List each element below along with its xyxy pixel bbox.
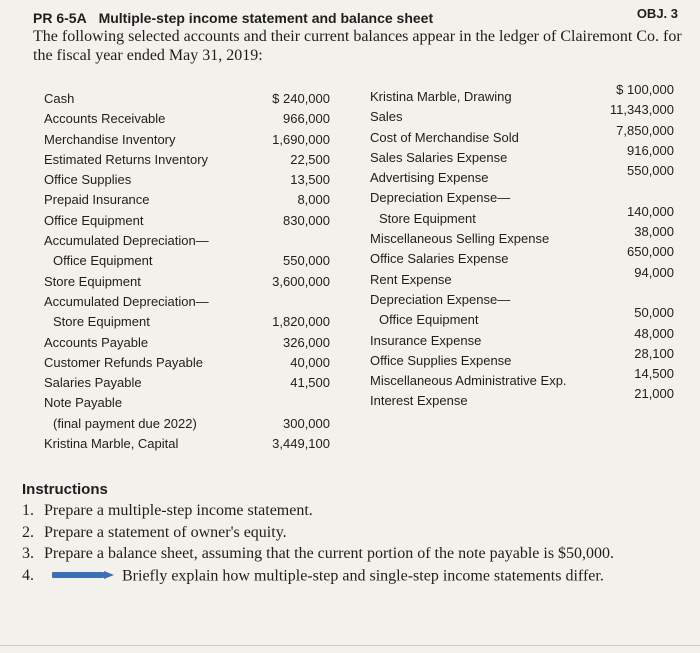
account-label: Kristina Marble, Drawing: [370, 89, 512, 104]
account-amount: [238, 292, 330, 312]
problem-title: Multiple-step income statement and balance sheet: [98, 10, 434, 26]
account-amount: 38,000: [634, 224, 674, 240]
account-amount: 50,000: [634, 305, 674, 321]
account-label: Sales: [370, 109, 403, 125]
account-label: Accounts Receivable: [44, 111, 166, 127]
account-amount: 1,820,000: [272, 314, 330, 330]
pencil-icon: [52, 565, 114, 587]
account-amount: [238, 231, 330, 251]
account-amount: 21,000: [634, 386, 674, 402]
account-label: Insurance Expense: [370, 332, 482, 348]
account-amount: 48,000: [634, 325, 674, 341]
account-label: Interest Expense: [370, 393, 468, 409]
instruction-item: [22, 543, 692, 565]
account-label: Office Supplies Expense: [370, 352, 512, 368]
instruction-item: [22, 565, 692, 589]
account-amount: 94,000: [634, 264, 674, 280]
account-amount: 40,000: [290, 354, 330, 370]
ledger-left-labels: [44, 89, 224, 454]
account-amount: 7,850,000: [616, 122, 674, 138]
problem-header: [33, 10, 433, 26]
account-amount: 650,000: [627, 244, 674, 260]
instruction-text-wrap: [42, 565, 692, 589]
account-amount: 140,000: [627, 203, 674, 219]
account-label: Accounts Payable: [44, 334, 149, 350]
ledger-right-labels: [370, 87, 590, 412]
account-label: Miscellaneous Administrative Exp.: [370, 373, 567, 389]
account-label: Advertising Expense: [370, 170, 489, 186]
account-label: Office Equipment: [53, 253, 153, 269]
ledger-right-amounts: [580, 80, 674, 405]
account-amount: [580, 181, 674, 201]
instruction-number: 4.: [22, 566, 34, 584]
problem-label: PR 6-5A: [33, 10, 87, 26]
instruction-item: [22, 500, 692, 522]
account-label: Depreciation Expense—: [370, 291, 511, 307]
account-amount: $ 100,000: [616, 82, 674, 97]
account-label: Salaries Payable: [44, 375, 142, 391]
instructions-section: [22, 481, 692, 588]
account-label: Cost of Merchandise Sold: [370, 129, 519, 145]
account-label: Sales Salaries Expense: [370, 149, 508, 165]
account-label: Cash: [44, 91, 75, 106]
instruction-item: [22, 522, 692, 544]
instruction-text: Prepare a multiple-step income statement.: [44, 502, 313, 519]
instructions-heading: Instructions: [22, 481, 108, 498]
account-label: Miscellaneous Selling Expense: [370, 231, 550, 247]
account-label: Store Equipment: [379, 210, 476, 226]
account-amount: 3,449,100: [272, 436, 330, 452]
account-amount: [238, 393, 330, 413]
instruction-text: Prepare a statement of owner's equity.: [44, 523, 287, 541]
instruction-number: 1.: [22, 502, 34, 519]
page-divider: [0, 645, 700, 646]
account-label: Office Salaries Expense: [370, 251, 509, 267]
account-amount: 916,000: [627, 142, 674, 158]
objective-tag: OBJ. 3: [636, 6, 678, 21]
account-amount: 8,000: [297, 192, 330, 208]
account-label: (final payment due 2022): [53, 415, 197, 431]
account-amount: 11,343,000: [609, 102, 674, 118]
instruction-number: 2.: [22, 523, 34, 541]
account-amount: 550,000: [283, 253, 330, 269]
account-label: Prepaid Insurance: [44, 192, 150, 208]
account-label: Note Payable: [44, 395, 123, 411]
account-label: Office Supplies: [44, 172, 132, 188]
account-label: Accumulated Depreciation—: [44, 233, 209, 249]
account-amount: 22,500: [290, 151, 330, 167]
account-label: Rent Expense: [370, 271, 452, 287]
account-amount: $ 240,000: [272, 91, 330, 106]
account-label: Store Equipment: [53, 314, 150, 330]
account-label: Estimated Returns Inventory: [44, 151, 209, 167]
account-amount: 1,690,000: [272, 131, 330, 147]
instruction-number: 3.: [22, 545, 34, 562]
account-amount: 28,100: [634, 345, 674, 361]
account-label: Accumulated Depreciation—: [44, 293, 209, 309]
account-label: Kristina Marble, Capital: [44, 436, 179, 452]
account-amount: 3,600,000: [272, 273, 330, 289]
account-label: Office Equipment: [44, 212, 144, 228]
account-amount: 14,500: [634, 366, 674, 382]
instruction-text: Prepare a balance sheet, assuming that the current portion of the note payable is $50,000.: [44, 545, 615, 562]
problem-intro: The following selected accounts and their current balances appear in the ledger of Clairemont Co. for the fiscal year ended May 31, 2019:: [33, 28, 682, 64]
ledger-left-amounts: [238, 89, 330, 454]
account-amount: 13,500: [290, 172, 330, 188]
account-amount: 550,000: [627, 163, 674, 179]
instruction-text: Briefly explain how multiple-step and single-step income statements differ.: [122, 566, 604, 584]
account-label: Office Equipment: [379, 312, 479, 328]
account-amount: 830,000: [283, 212, 330, 228]
account-label: Store Equipment: [44, 273, 141, 289]
account-label: Merchandise Inventory: [44, 131, 176, 147]
account-label: Customer Refunds Payable: [44, 354, 203, 370]
account-amount: 966,000: [283, 111, 330, 127]
account-label: Depreciation Expense—: [370, 190, 511, 206]
account-amount: 41,500: [290, 375, 330, 391]
account-amount: 300,000: [283, 415, 330, 431]
account-amount: [580, 283, 674, 303]
account-amount: 326,000: [283, 334, 330, 350]
